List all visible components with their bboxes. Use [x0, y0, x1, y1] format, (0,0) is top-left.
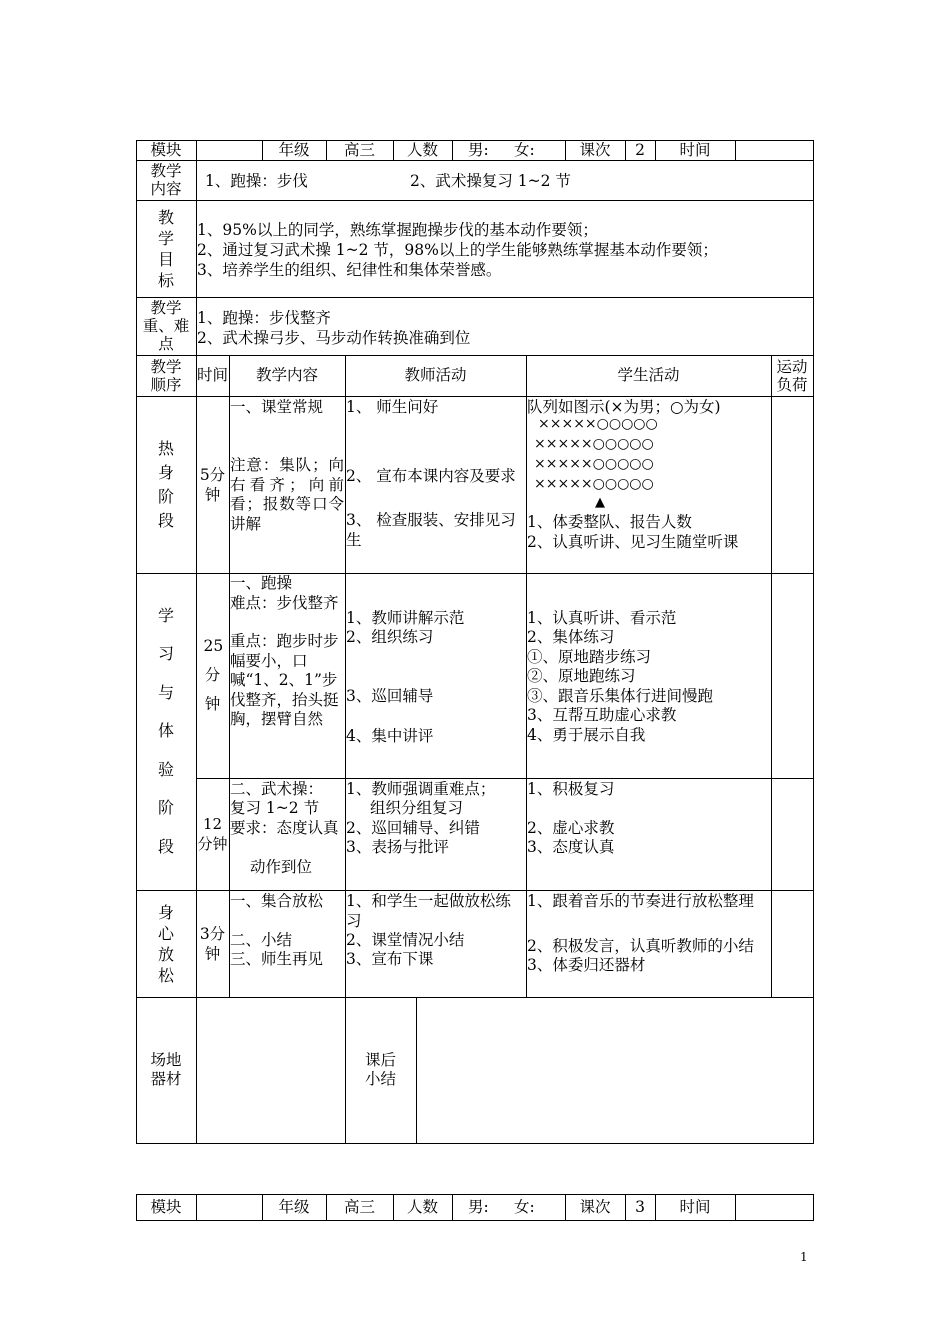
learning-part1-time: 25分钟	[203, 637, 224, 713]
warmup-time: 5分钟	[199, 465, 226, 504]
col-content: 教学内容	[255, 365, 318, 384]
learning-part1-teacher-1: 1、教师讲解示范	[346, 609, 465, 627]
content-label: 教学内容	[150, 162, 182, 198]
summary-label-cell	[345, 997, 416, 1143]
learning-part2-teacher-2: 组织分组复习	[370, 799, 464, 817]
formation-row-2: ×××××○○○○○	[534, 436, 654, 452]
relax-teacher-3: 3、宣布下课	[346, 950, 434, 968]
col-student: 学生活动	[617, 365, 680, 384]
learning-part1-student-5: ③、跟音乐集体行进间慢跑	[527, 687, 714, 705]
keypoints-label: 教学重、难点	[142, 299, 190, 353]
time-label: 时间	[679, 140, 711, 159]
relax-teacher-2: 2、课堂情况小结	[346, 931, 465, 949]
warmup-teacher-1: 1、 师生问好	[346, 398, 439, 416]
learning-part1-teacher-2: 2、组织练习	[346, 628, 434, 646]
learning-part1-content-1: 一、跑操	[230, 574, 293, 592]
next-grade-label: 年级	[278, 1197, 310, 1216]
next-lesson-label: 课次	[579, 1197, 611, 1216]
formation-row-1: ×××××○○○○○	[538, 416, 658, 432]
warmup-student-1: 1、体委整队、报告人数	[527, 513, 692, 531]
col-time: 时间	[196, 365, 228, 384]
page-number: 1	[800, 1250, 808, 1264]
relax-content-1: 一、集合放松	[230, 892, 324, 910]
count-label: 人数	[406, 140, 438, 159]
goals-label-cell	[136, 200, 196, 297]
module-label: 模块	[150, 140, 182, 159]
next-time-label: 时间	[679, 1197, 711, 1216]
warmup-teacher-2: 2、 宣布本课内容及要求	[346, 467, 516, 485]
learning-part2-content-3: 要求：态度认真	[230, 819, 339, 837]
relax-content-3: 三、师生再见	[230, 950, 324, 968]
goal-line-1: 1、95%以上的同学，熟练掌握跑操步伐的基本动作要领；	[197, 221, 598, 239]
female-label: 女:	[514, 141, 535, 159]
formation-row-4: ×××××○○○○○	[534, 476, 654, 492]
venue-label-cell	[136, 997, 196, 1143]
relax-stage: 身心放松	[157, 902, 174, 985]
goals-label: 教学目标	[157, 207, 174, 290]
relax-time: 3分钟	[199, 924, 226, 963]
learning-part1-student-4: ②、原地跑练习	[527, 667, 636, 685]
formation-row-3: ×××××○○○○○	[534, 456, 654, 472]
relax-student-1: 1、跟着音乐的节奏进行放松整理	[527, 892, 754, 910]
keypoint-line-1: 1、跑操：步伐整齐	[197, 309, 331, 327]
goal-line-3: 3、培养学生的组织、纪律性和集体荣誉感。	[197, 261, 502, 279]
col-load: 运动负荷	[776, 357, 808, 394]
learning-part2-student-1: 1、积极复习	[527, 780, 615, 798]
learning-part2-content-2: 复习 1~2 节	[230, 799, 320, 817]
warmup-stage-cell	[136, 396, 196, 573]
lesson-value: 2	[635, 140, 645, 159]
learning-part2-time: 12分钟	[197, 815, 228, 853]
learning-part2-time-cell	[196, 778, 229, 890]
warmup-content-1: 一、课堂常规	[230, 398, 324, 416]
learning-part1-time-cell	[196, 573, 229, 778]
next-count-label: 人数	[406, 1197, 438, 1216]
col-teacher: 教师活动	[404, 365, 467, 384]
next-female-label: 女:	[514, 1198, 535, 1216]
content-label-cell	[136, 160, 196, 200]
content-item-2: 2、武术操复习 1~2 节	[410, 172, 571, 190]
keypoints-label-cell	[136, 297, 196, 355]
goal-line-2: 2、通过复习武术操 1~2 节，98%以上的学生能够熟练掌握基本动作要领；	[197, 241, 718, 259]
relax-student-2: 2、积极发言，认真听教师的小结	[527, 937, 754, 955]
col-order: 教学顺序	[150, 357, 182, 394]
warmup-time-cell	[196, 396, 229, 573]
warmup-content-2: 注意：集队；向右看齐；向前看；报数等口令讲解	[230, 456, 344, 533]
col-order-cell	[136, 355, 196, 396]
warmup-student-2: 2、认真听讲、见习生随堂听课	[527, 533, 739, 551]
learning-part1-student-2: 2、集体练习	[527, 628, 615, 646]
venue-label: 场地器材	[150, 1051, 182, 1088]
learning-part2-student-3: 3、态度认真	[527, 838, 615, 856]
relax-teacher-1: 1、和学生一起做放松练习	[346, 892, 511, 930]
learning-part1-content-3: 重点：跑步时步幅要小，口喊“1、2、1”步伐整齐，抬头挺胸，摆臂自然	[230, 632, 339, 728]
relax-time-cell	[196, 890, 229, 997]
learning-part2-teacher-4: 3、表扬与批评	[346, 838, 449, 856]
relax-student-3: 3、体委归还器材	[527, 956, 646, 974]
teacher-marker-icon: ▲	[595, 495, 605, 510]
learning-part2-teacher-3: 2、巡回辅导、纠错	[346, 819, 480, 837]
warmup-teacher-3: 3、 检查服装、安排见习生	[346, 511, 516, 549]
next-male-label: 男:	[468, 1198, 489, 1216]
grade-value: 高三	[343, 140, 375, 159]
next-module-label: 模块	[150, 1197, 182, 1216]
learning-stage-cell	[136, 573, 196, 890]
learning-part2-content-4: 动作到位	[250, 858, 313, 876]
learning-part2-teacher-1: 1、教师强调重难点；	[346, 780, 496, 798]
learning-part1-student-7: 4、勇于展示自我	[527, 726, 646, 744]
grade-label: 年级	[278, 140, 310, 159]
male-label: 男:	[468, 141, 489, 159]
next-lesson-value: 3	[635, 1197, 645, 1216]
warmup-stage: 热身阶段	[157, 438, 174, 530]
learning-part1-student-3: ①、原地踏步练习	[527, 648, 652, 666]
col-load-cell	[771, 355, 813, 396]
next-grade-value: 高三	[343, 1197, 375, 1216]
learning-part2-student-2: 2、虚心求教	[527, 819, 615, 837]
learning-part1-teacher-4: 4、集中讲评	[346, 727, 434, 745]
content-item-1: 1、跑操：步伐	[205, 172, 308, 190]
keypoint-line-2: 2、武术操弓步、马步动作转换准确到位	[197, 329, 471, 347]
learning-part1-student-6: 3、互帮互助虚心求教	[527, 706, 677, 724]
lesson-label: 课次	[579, 140, 611, 159]
formation-title: 队列如图示(×为男；○为女)	[527, 398, 721, 416]
learning-stage: 学习与体验阶段	[157, 605, 174, 856]
learning-part1-teacher-3: 3、巡回辅导	[346, 687, 434, 705]
learning-part1-content-2: 难点：步伐整齐	[230, 594, 339, 612]
summary-label: 课后小结	[364, 1051, 396, 1088]
relax-content-2: 二、小结	[230, 931, 293, 949]
learning-part1-student-1: 1、认真听讲、看示范	[527, 609, 677, 627]
learning-part2-content-1: 二、武术操：	[230, 780, 324, 798]
relax-stage-cell	[136, 890, 196, 997]
